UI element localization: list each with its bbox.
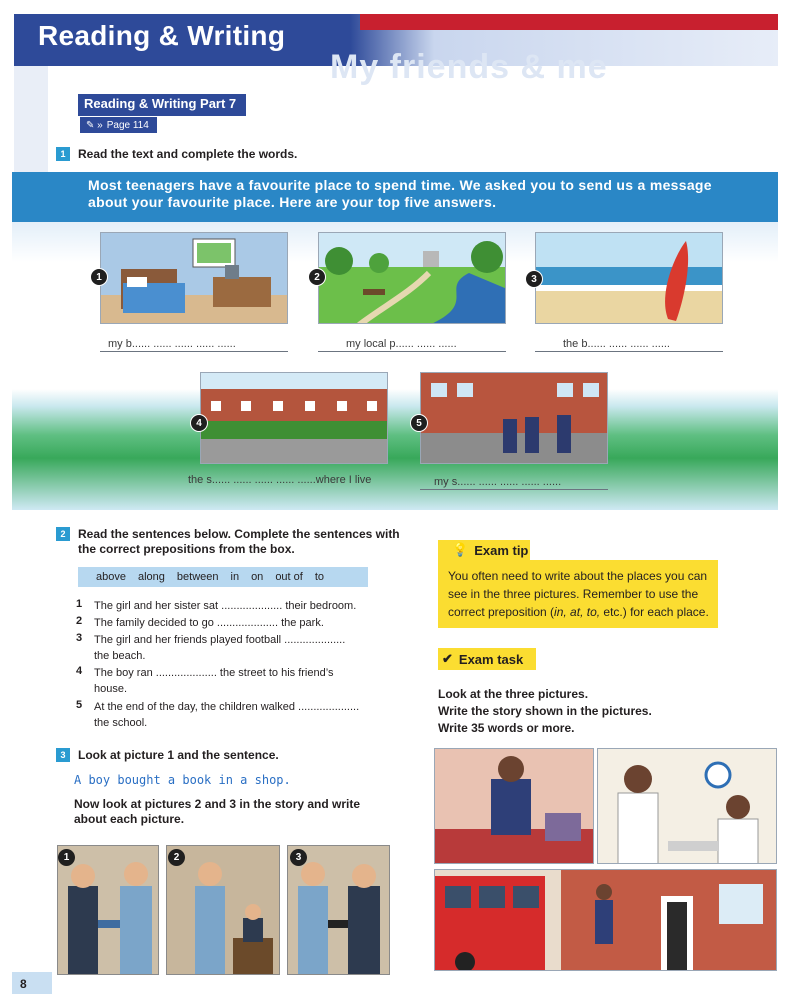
exercise-3-instruction: Look at picture 1 and the sentence. bbox=[78, 748, 279, 762]
blank-5-text: my s...... ...... ...... ...... ...... bbox=[434, 476, 562, 488]
page-number: 8 bbox=[12, 972, 52, 994]
exam-task-line: Write 35 words or more. bbox=[438, 721, 575, 735]
sentence-number: 2 bbox=[76, 615, 83, 627]
exam-task-line: Write the story shown in the pictures. bbox=[438, 704, 652, 718]
story-number-3: 3 bbox=[290, 849, 307, 866]
task-picture-3 bbox=[434, 869, 777, 971]
exam-tip-text-b: etc.) for each place. bbox=[600, 605, 709, 619]
task-picture-1 bbox=[434, 748, 594, 864]
beach-picture bbox=[535, 232, 723, 324]
word: between bbox=[176, 571, 219, 583]
header-red-stripe bbox=[360, 14, 778, 30]
blank-3-text: the b...... ...... ...... ...... bbox=[563, 338, 670, 350]
exam-tip-text-a: You often need to write about the places you can see in the three pictures. Remember to use the correct preposition ( bbox=[448, 569, 708, 619]
check-circle-icon: ✔ bbox=[442, 651, 453, 666]
exam-task-line: Look at the three pictures. bbox=[438, 687, 589, 701]
blank-4-text: the s...... ...... ...... ...... ......where I live bbox=[188, 474, 372, 486]
example-sentence: A boy bought a book in a shop. bbox=[74, 773, 291, 787]
blank-1-text: my b...... ...... ...... ...... ...... bbox=[108, 338, 236, 350]
exercise-1-intro: Most teenagers have a favourite place to spend time. We asked you to send us a message about your favourite place. Here are your top five answers. bbox=[88, 177, 712, 210]
sentence-number: 3 bbox=[76, 632, 83, 644]
sentence-1: The girl and her sister sat .................... their bedroom. bbox=[94, 600, 357, 612]
word: out of bbox=[275, 571, 303, 583]
story-number-2: 2 bbox=[168, 849, 185, 866]
story-number-1: 1 bbox=[58, 849, 75, 866]
blank-2 bbox=[318, 338, 506, 352]
sentence-2: The family decided to go .................... the park. bbox=[94, 617, 324, 629]
sentence-number: 4 bbox=[76, 665, 83, 677]
sentence-3-cont: the beach. bbox=[94, 650, 146, 662]
park-picture bbox=[318, 232, 506, 324]
blank-4 bbox=[188, 474, 394, 487]
exam-tip-text-em: in, at, to, bbox=[554, 605, 601, 619]
exam-task-heading bbox=[442, 651, 523, 667]
preposition-box bbox=[78, 567, 368, 587]
exercise-number-2: 2 bbox=[56, 527, 70, 541]
page-title: Reading & Writing bbox=[38, 20, 286, 51]
section-title: Reading & Writing Part 7 bbox=[78, 94, 246, 116]
sentence-number: 5 bbox=[76, 699, 83, 711]
blank-2-text: my local p...... ...... ...... bbox=[346, 338, 457, 350]
exam-tip-text bbox=[448, 567, 714, 621]
story-picture-1 bbox=[57, 845, 159, 975]
picture-number-2: 2 bbox=[308, 268, 326, 286]
word: on bbox=[251, 571, 264, 583]
exercise-number-1: 1 bbox=[56, 147, 70, 161]
word: above bbox=[96, 571, 126, 583]
sentence-4-cont: house. bbox=[94, 683, 128, 695]
exercise-3-instruction-2: Now look at pictures 2 and 3 in the story and write about each picture. bbox=[74, 797, 361, 826]
picture-number-4: 4 bbox=[190, 414, 208, 432]
sentence-number: 1 bbox=[76, 598, 83, 610]
story-picture-2 bbox=[166, 845, 280, 975]
picture-number-3: 3 bbox=[525, 270, 543, 288]
school-picture bbox=[420, 372, 608, 464]
picture-number-5: 5 bbox=[410, 414, 428, 432]
pencil-icon: ✎ » bbox=[86, 119, 103, 131]
lightbulb-icon: 💡 bbox=[452, 542, 469, 557]
sentence-3: The girl and her friends played football .................... bbox=[94, 634, 346, 646]
page-reference bbox=[80, 117, 157, 133]
blank-3 bbox=[535, 338, 723, 352]
blank-1 bbox=[100, 338, 288, 352]
exam-task-title: Exam task bbox=[458, 651, 524, 667]
sentence-5: At the end of the day, the children walked .................... bbox=[94, 701, 360, 713]
sentence-4: The boy ran .................... the street to his friend’s bbox=[94, 667, 334, 679]
exercise-1-instruction: Read the text and complete the words. bbox=[78, 147, 298, 161]
exercise-2-instruction: Read the sentences below. Complete the sentences with the correct prepositions from the box. bbox=[78, 527, 400, 556]
page-reference-label: Page 114 bbox=[106, 119, 149, 131]
exercise-number-3: 3 bbox=[56, 748, 70, 762]
word: to bbox=[314, 571, 325, 583]
street-picture bbox=[200, 372, 388, 464]
word: in bbox=[230, 571, 240, 583]
task-picture-2 bbox=[597, 748, 777, 864]
exam-task-text bbox=[438, 686, 738, 737]
exam-tip-heading bbox=[452, 542, 528, 558]
word: along bbox=[137, 571, 165, 583]
picture-number-1: 1 bbox=[90, 268, 108, 286]
blank-5 bbox=[420, 476, 608, 490]
bedroom-picture bbox=[100, 232, 288, 324]
faded-unit-title: My friends & me bbox=[330, 48, 608, 86]
exam-tip-title: Exam tip bbox=[474, 542, 529, 558]
sentence-5-cont: the school. bbox=[94, 717, 148, 729]
